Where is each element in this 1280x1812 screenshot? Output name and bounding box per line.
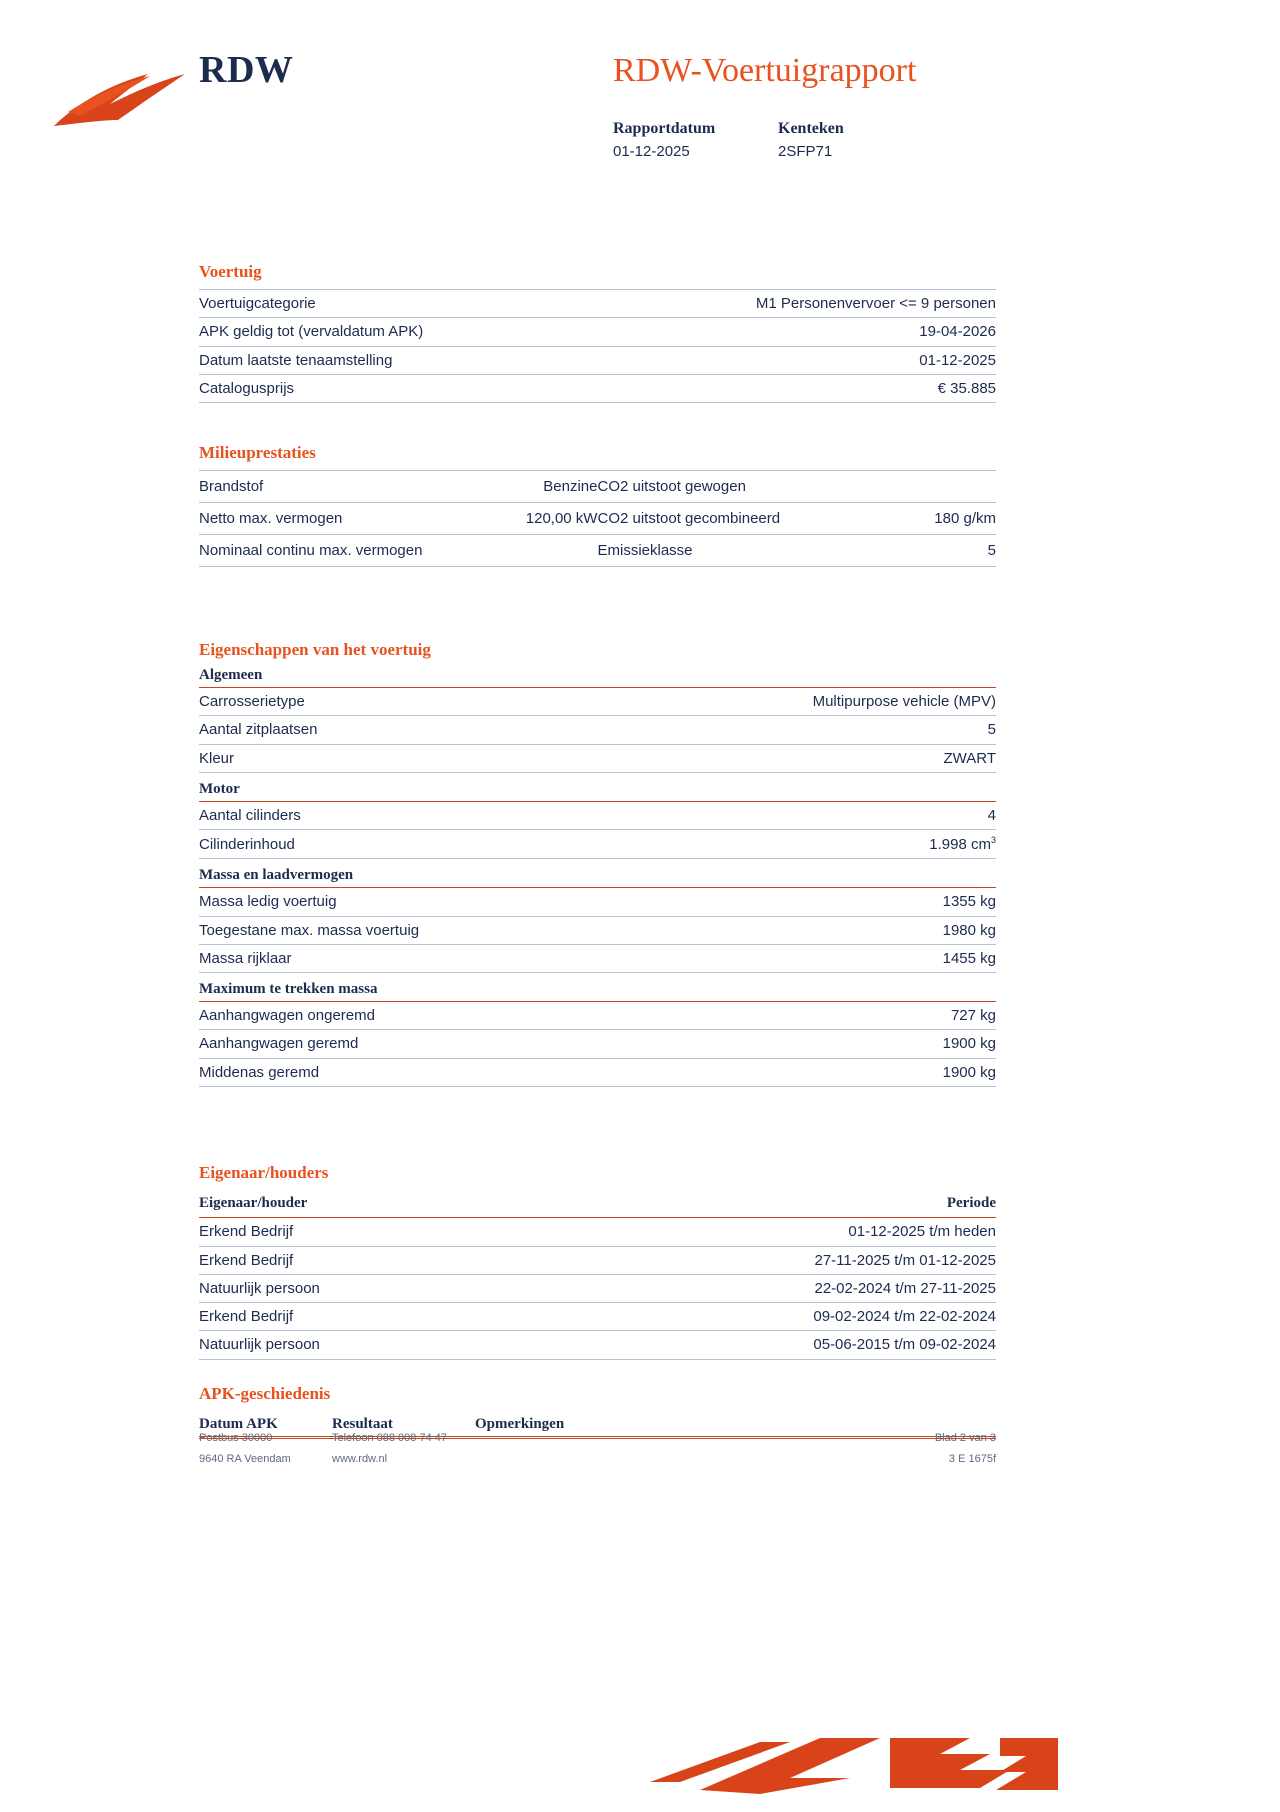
table-row bbox=[199, 888, 996, 916]
row-value-exponent: 3 bbox=[990, 835, 996, 845]
owner-period: 22-02-2024 t/m 27-11-2025 bbox=[516, 1274, 996, 1302]
eigenaar-table bbox=[199, 1190, 996, 1360]
footer-form-code: 3 E 1675f bbox=[948, 1453, 996, 1465]
row-value: 1455 kg bbox=[840, 944, 996, 972]
table-row bbox=[199, 688, 996, 716]
document-title: RDW-Voertuigrapport bbox=[613, 52, 917, 89]
table-row bbox=[199, 1331, 996, 1359]
section-eigenschappen bbox=[199, 640, 996, 1087]
footer-address-line2: 9640 RA Veendam bbox=[199, 1453, 291, 1465]
motor-table bbox=[199, 802, 996, 860]
milieu-table bbox=[199, 470, 996, 567]
rapportdatum-value: 01-12-2025 bbox=[613, 143, 690, 160]
table-row bbox=[199, 802, 996, 830]
row-value-right: 5 bbox=[860, 535, 996, 567]
section-eigenaar-houders bbox=[199, 1163, 996, 1360]
table-row bbox=[199, 944, 996, 972]
row-value: 19-04-2026 bbox=[584, 318, 996, 346]
table-row bbox=[199, 1274, 996, 1302]
table-row bbox=[199, 1058, 996, 1086]
row-label-right: CO2 uitstoot gecombineerd bbox=[597, 503, 860, 535]
row-value: 1980 kg bbox=[840, 916, 996, 944]
footer-website[interactable]: www.rdw.nl bbox=[332, 1453, 388, 1465]
owner-name: Erkend Bedrijf bbox=[199, 1218, 516, 1246]
kenteken-value: 2SFP71 bbox=[778, 143, 833, 160]
row-value-right bbox=[860, 471, 996, 503]
section-title-milieuprestaties: Milieuprestaties bbox=[199, 443, 316, 462]
row-value: 01-12-2025 bbox=[584, 346, 996, 374]
row-label: Voertuigcategorie bbox=[199, 290, 584, 318]
row-label: APK geldig tot (vervaldatum APK) bbox=[199, 318, 584, 346]
table-row bbox=[199, 1218, 996, 1246]
table-row bbox=[199, 503, 996, 535]
row-value: 1900 kg bbox=[810, 1030, 996, 1058]
row-label: Aantal cilinders bbox=[199, 802, 680, 830]
owner-name: Natuurlijk persoon bbox=[199, 1331, 516, 1359]
row-value-cilinderinhoud bbox=[680, 830, 996, 859]
rdw-swoosh-logo bbox=[52, 68, 187, 130]
row-value-left: Benzine bbox=[462, 471, 597, 503]
table-row bbox=[199, 1303, 996, 1331]
page-footer bbox=[199, 1432, 996, 1474]
row-label: Cilinderinhoud bbox=[199, 830, 680, 859]
table-row bbox=[199, 916, 996, 944]
row-value: ZWART bbox=[512, 744, 996, 772]
table-row bbox=[199, 346, 996, 374]
row-value-left: 120,00 kW bbox=[462, 503, 597, 535]
algemeen-table bbox=[199, 688, 996, 773]
table-row bbox=[199, 830, 996, 859]
subsection-title-motor: Motor bbox=[199, 781, 996, 802]
table-row bbox=[199, 374, 996, 402]
section-voertuig bbox=[199, 262, 996, 403]
row-value: Multipurpose vehicle (MPV) bbox=[512, 688, 996, 716]
column-header-period: Periode bbox=[516, 1190, 996, 1218]
row-label: Toegestane max. massa voertuig bbox=[199, 916, 840, 944]
table-header-row bbox=[199, 1190, 996, 1218]
footer-page-number: Blad 2 van 3 bbox=[934, 1432, 996, 1444]
footer-address-line1: Postbus 30000 bbox=[199, 1432, 273, 1444]
rapportdatum-label: Rapportdatum bbox=[613, 120, 716, 137]
row-value: M1 Personenvervoer <= 9 personen bbox=[584, 290, 996, 318]
section-apk-geschiedenis bbox=[199, 1384, 996, 1439]
section-title-eigenaar: Eigenaar/houders bbox=[199, 1163, 329, 1182]
section-title-voertuig: Voertuig bbox=[199, 262, 262, 281]
table-row bbox=[199, 1030, 996, 1058]
table-row bbox=[199, 290, 996, 318]
spacer bbox=[199, 859, 996, 867]
table-row bbox=[199, 535, 996, 567]
row-label-right: Emissieklasse bbox=[597, 535, 860, 567]
column-header-apk-result: Resultaat bbox=[332, 1411, 475, 1439]
section-title-apk: APK-geschiedenis bbox=[199, 1384, 331, 1403]
table-row bbox=[199, 318, 996, 346]
owner-name: Erkend Bedrijf bbox=[199, 1303, 516, 1331]
column-header-owner: Eigenaar/houder bbox=[199, 1190, 516, 1218]
row-label: Aanhangwagen ongeremd bbox=[199, 1002, 810, 1030]
section-milieuprestaties bbox=[199, 443, 996, 567]
owner-period: 09-02-2024 t/m 22-02-2024 bbox=[516, 1303, 996, 1331]
row-label: Kleur bbox=[199, 744, 512, 772]
section-title-eigenschappen: Eigenschappen van het voertuig bbox=[199, 640, 431, 659]
rdw-wordmark: RDW bbox=[199, 49, 294, 91]
table-row bbox=[199, 716, 996, 744]
subsection-title-massa: Massa en laadvermogen bbox=[199, 867, 996, 888]
column-header-apk-date: Datum APK bbox=[199, 1411, 332, 1439]
row-value: 727 kg bbox=[810, 1002, 996, 1030]
footer-phone: Telefoon 088 008 74 47 bbox=[332, 1432, 447, 1444]
spacer bbox=[199, 973, 996, 981]
row-label: Datum laatste tenaamstelling bbox=[199, 346, 584, 374]
row-label-left: Brandstof bbox=[199, 471, 462, 503]
owner-period: 27-11-2025 t/m 01-12-2025 bbox=[516, 1246, 996, 1274]
voertuig-table bbox=[199, 289, 996, 403]
row-label-left: Netto max. vermogen bbox=[199, 503, 462, 535]
table-row bbox=[199, 471, 996, 503]
row-label-right: CO2 uitstoot gewogen bbox=[597, 471, 860, 503]
row-value: 1900 kg bbox=[810, 1058, 996, 1086]
table-row bbox=[199, 1246, 996, 1274]
row-value-right: 180 g/km bbox=[860, 503, 996, 535]
owner-name: Erkend Bedrijf bbox=[199, 1246, 516, 1274]
row-label: Middenas geremd bbox=[199, 1058, 810, 1086]
row-label: Catalogusprijs bbox=[199, 374, 584, 402]
spacer bbox=[199, 773, 996, 781]
rdw-bottom-graphic bbox=[640, 1732, 1060, 1802]
owner-period: 01-12-2025 t/m heden bbox=[516, 1218, 996, 1246]
owner-period: 05-06-2015 t/m 09-02-2024 bbox=[516, 1331, 996, 1359]
row-value: 1355 kg bbox=[840, 888, 996, 916]
row-label: Massa ledig voertuig bbox=[199, 888, 840, 916]
row-value-left bbox=[462, 535, 597, 567]
row-label: Aantal zitplaatsen bbox=[199, 716, 512, 744]
row-label: Aanhangwagen geremd bbox=[199, 1030, 810, 1058]
row-value: € 35.885 bbox=[584, 374, 996, 402]
table-row bbox=[199, 1002, 996, 1030]
subsection-title-trekken: Maximum te trekken massa bbox=[199, 981, 996, 1002]
row-label: Carrosserietype bbox=[199, 688, 512, 716]
table-row bbox=[199, 744, 996, 772]
row-label: Massa rijklaar bbox=[199, 944, 840, 972]
massa-table bbox=[199, 888, 996, 973]
row-value: 1.998 cm bbox=[929, 836, 991, 853]
column-header-apk-remarks: Opmerkingen bbox=[475, 1411, 996, 1439]
row-value: 5 bbox=[512, 716, 996, 744]
kenteken-label: Kenteken bbox=[778, 120, 844, 137]
row-label-left: Nominaal continu max. vermogen bbox=[199, 535, 462, 567]
trekken-massa-table bbox=[199, 1002, 996, 1087]
owner-name: Natuurlijk persoon bbox=[199, 1274, 516, 1302]
subsection-title-algemeen: Algemeen bbox=[199, 667, 996, 688]
report-meta bbox=[613, 120, 1013, 160]
row-value: 4 bbox=[680, 802, 996, 830]
